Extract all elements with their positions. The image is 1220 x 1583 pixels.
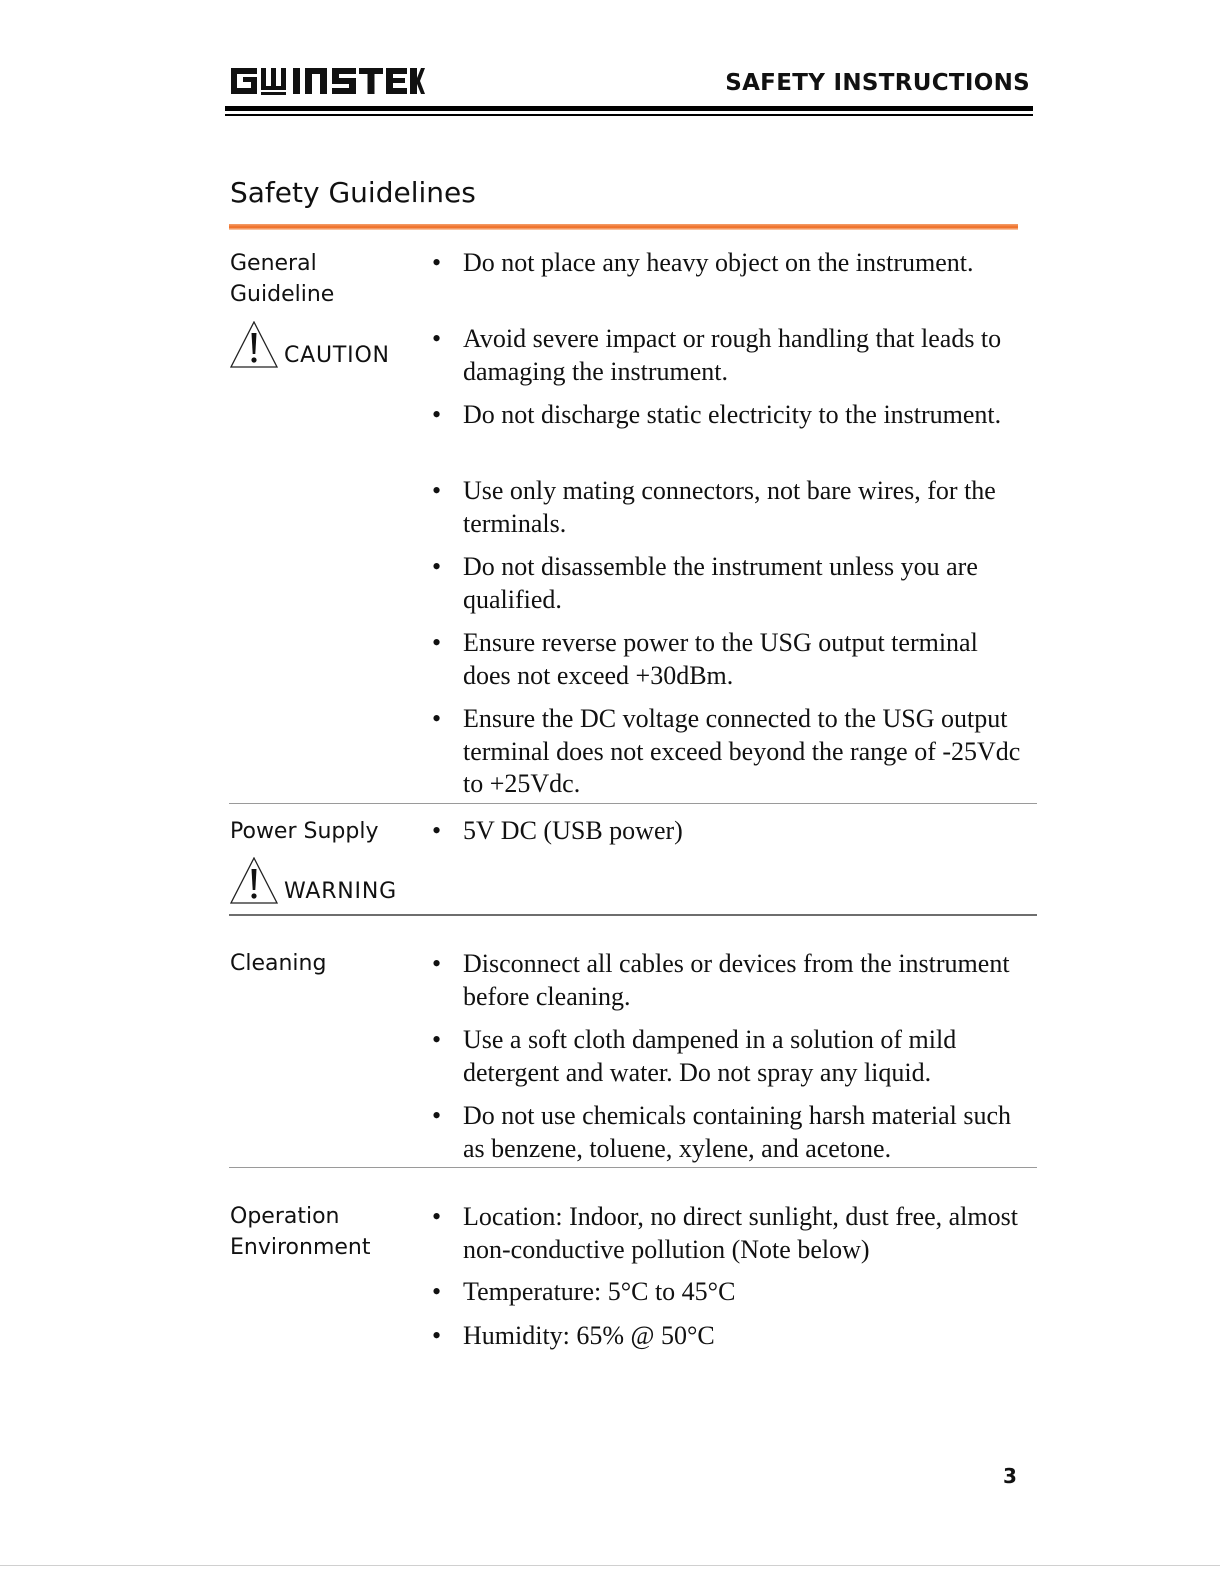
list-item: Ensure the DC voltage connected to the USG output terminal does not exceed beyond the range of -25Vdc to +25Vdc.	[463, 704, 1021, 798]
caution-notice	[229, 321, 409, 369]
caution-triangle-icon	[229, 321, 279, 369]
warning-notice	[229, 857, 419, 905]
bullet-icon: •	[432, 816, 442, 845]
header-rule	[225, 106, 1033, 111]
list-item: Do not place any heavy object on the instrument.	[463, 248, 974, 277]
header-section-title: SAFETY INSTRUCTIONS	[725, 70, 1030, 96]
list-item: Do not discharge static electricity to the instrument.	[463, 400, 1002, 429]
list-item: Use a soft cloth dampened in a solution of mild detergent and water. Do not spray any liquid.	[463, 1025, 957, 1087]
list-item: Avoid severe impact or rough handling that leads to damaging the instrument.	[463, 324, 1002, 386]
warning-triangle-icon	[229, 857, 279, 905]
page-number: 3	[1003, 1464, 1017, 1488]
bullet-icon: •	[432, 704, 442, 733]
bullet-icon: •	[432, 324, 442, 353]
list-item: Disconnect all cables or devices from the instrument before cleaning.	[463, 949, 1010, 1011]
gw-instek-logo	[229, 64, 425, 96]
warning-label: WARNING	[284, 879, 397, 904]
bullet-icon: •	[432, 1202, 442, 1231]
bullet-icon: •	[432, 552, 442, 581]
list-item: Location: Indoor, no direct sunlight, dust free, almost non-conductive pollution (Note below)	[463, 1202, 1018, 1264]
section-divider	[229, 914, 1037, 916]
bullet-icon: •	[432, 248, 442, 277]
bullet-icon: •	[432, 1277, 442, 1306]
page-edge-line	[0, 1565, 1220, 1566]
section-divider	[229, 803, 1037, 804]
list-item: Temperature: 5°C to 45°C	[463, 1277, 736, 1306]
list-item: Use only mating connectors, not bare wires, for the terminals.	[463, 476, 996, 538]
list-item: Humidity: 65% @ 50°C	[463, 1321, 715, 1350]
section-label-general-guideline: General Guideline	[230, 251, 335, 307]
bullet-icon: •	[432, 400, 442, 429]
list-item: Do not disassemble the instrument unless you are qualified.	[463, 552, 978, 614]
section-label-operation-environment: Operation Environment	[230, 1204, 371, 1260]
list-item: Do not use chemicals containing harsh material such as benzene, toluene, xylene, and acetone.	[463, 1101, 1012, 1163]
list-item: 5V DC (USB power)	[463, 816, 683, 845]
bullet-icon: •	[432, 1101, 442, 1130]
page-title: Safety Guidelines	[230, 176, 476, 209]
bullet-icon: •	[432, 628, 442, 657]
section-label-power-supply: Power Supply	[230, 819, 379, 844]
bullet-icon: •	[432, 949, 442, 978]
title-underline	[229, 224, 1018, 230]
caution-label: CAUTION	[284, 343, 390, 368]
header-rule-thin	[225, 114, 1033, 116]
bullet-icon: •	[432, 476, 442, 505]
bullet-icon: •	[432, 1025, 442, 1054]
list-item: Ensure reverse power to the USG output terminal does not exceed +30dBm.	[463, 628, 978, 690]
section-label-cleaning: Cleaning	[230, 951, 327, 976]
section-divider	[229, 1167, 1037, 1168]
bullet-icon: •	[432, 1321, 442, 1350]
